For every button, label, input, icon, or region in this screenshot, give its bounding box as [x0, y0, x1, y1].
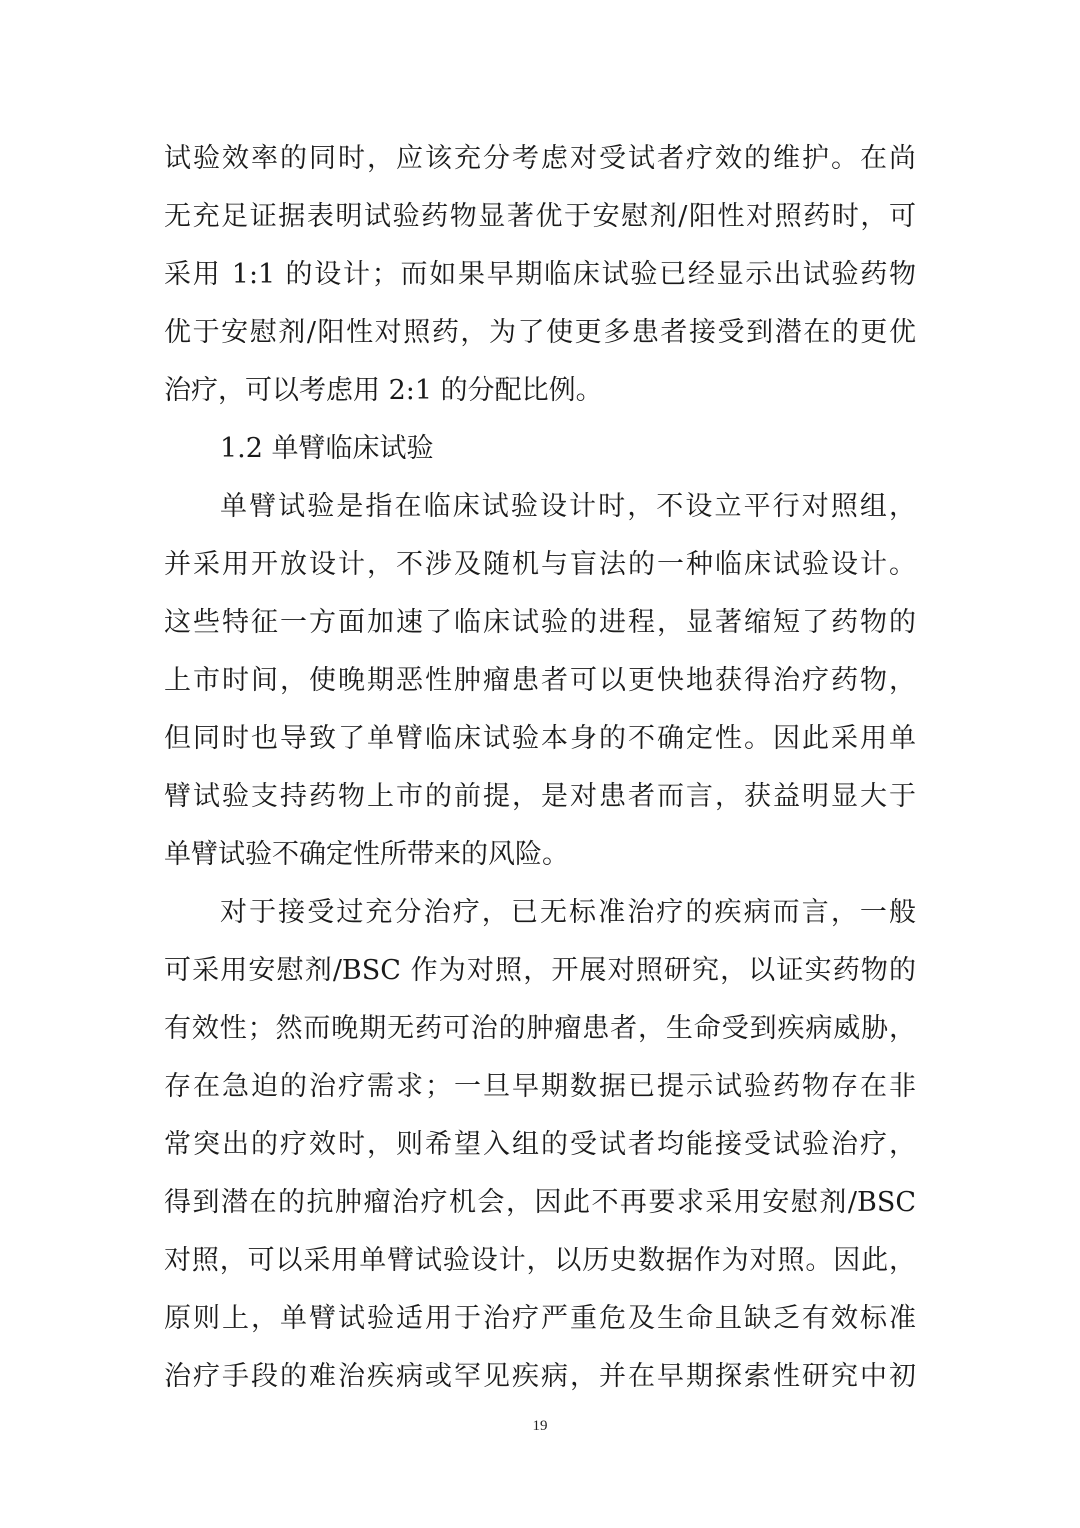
text-line: 上市时间，使晚期恶性肿瘤患者可以更快地获得治疗药物， [164, 665, 916, 696]
text-line: 这些特征一方面加速了临床试验的进程，显著缩短了药物的 [164, 607, 916, 638]
text-line: 治疗手段的难治疾病或罕见疾病，并在早期探索性研究中初 [164, 1361, 916, 1392]
text-line: 但同时也导致了单臂临床试验本身的不确定性。因此采用单 [164, 723, 916, 754]
text-line: 对于接受过充分治疗，已无标准治疗的疾病而言，一般 [220, 897, 916, 928]
text-line: 可采用安慰剂/BSC 作为对照，开展对照研究，以证实药物的 [164, 955, 916, 986]
text-line: 得到潜在的抗肿瘤治疗机会，因此不再要求采用安慰剂/BSC [164, 1187, 916, 1218]
section-heading: 1.2 单臂临床试验 [220, 433, 434, 464]
text-line: 有效性；然而晚期无药可治的肿瘤患者，生命受到疾病威胁， [164, 1013, 916, 1044]
text-line: 试验效率的同时，应该充分考虑对受试者疗效的维护。在尚 [164, 143, 916, 174]
text-line: 采用 1:1 的设计；而如果早期临床试验已经显示出试验药物 [164, 259, 916, 290]
text-line: 治疗，可以考虑用 2:1 的分配比例。 [164, 375, 603, 406]
text-line: 单臂试验是指在临床试验设计时，不设立平行对照组， [220, 491, 916, 522]
page-number: 19 [532, 1418, 548, 1434]
text-line: 臂试验支持药物上市的前提，是对患者而言，获益明显大于 [164, 781, 916, 812]
body-text [164, 130, 916, 1406]
text-line: 优于安慰剂/阳性对照药，为了使更多患者接受到潜在的更优 [164, 317, 916, 348]
text-line: 存在急迫的治疗需求；一旦早期数据已提示试验药物存在非 [164, 1071, 916, 1102]
text-line: 原则上，单臂试验适用于治疗严重危及生命且缺乏有效标准 [164, 1303, 916, 1334]
text-line: 无充足证据表明试验药物显著优于安慰剂/阳性对照药时，可 [164, 201, 916, 232]
text-line: 常突出的疗效时，则希望入组的受试者均能接受试验治疗， [164, 1129, 916, 1160]
text-line: 并采用开放设计，不涉及随机与盲法的一种临床试验设计。 [164, 549, 916, 580]
text-line: 单臂试验不确定性所带来的风险。 [164, 839, 569, 870]
text-line: 对照，可以采用单臂试验设计，以历史数据作为对照。因此， [164, 1245, 916, 1276]
